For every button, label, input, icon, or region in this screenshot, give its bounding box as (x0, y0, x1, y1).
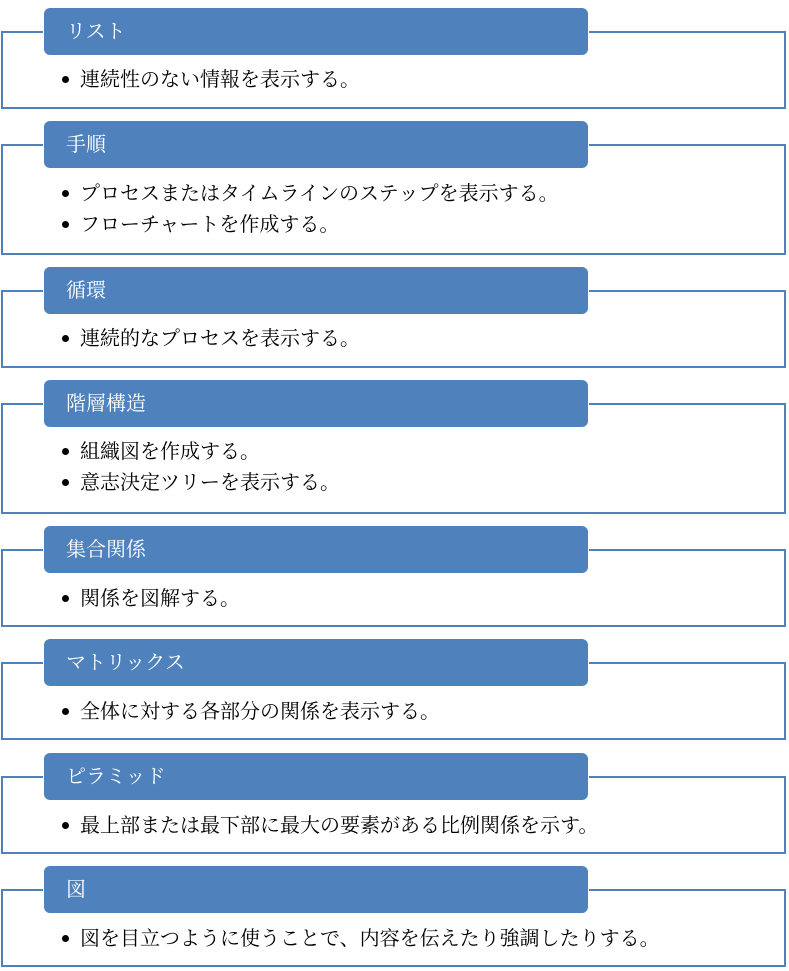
section-title: ピラミッド (66, 764, 166, 788)
list-item (60, 64, 360, 95)
bullet-icon (62, 76, 69, 83)
item-text: 関係を図解する。 (80, 586, 240, 610)
bullet-icon (62, 335, 69, 342)
bullet-icon (62, 935, 69, 942)
bullet-icon (62, 708, 69, 715)
bullet-list (60, 810, 598, 841)
item-text: 連続的なプロセスを表示する。 (80, 326, 360, 350)
bullet-list (60, 923, 660, 954)
bullet-icon (62, 595, 69, 602)
bullet-list (60, 583, 240, 614)
section-title: マトリックス (66, 650, 185, 674)
bullet-icon (62, 221, 69, 228)
list-item (60, 923, 660, 954)
list-item (60, 467, 340, 498)
section-title: 手順 (66, 132, 106, 156)
section-header (43, 865, 589, 914)
bullet-list (60, 64, 360, 95)
section-header (43, 266, 589, 315)
bullet-icon (62, 822, 69, 829)
section-title: 図 (66, 877, 86, 901)
item-text: 意志決定ツリーを表示する。 (80, 470, 340, 494)
section-title: 階層構造 (66, 391, 146, 415)
list-item (60, 810, 598, 841)
section-header (43, 752, 589, 801)
item-text: プロセスまたはタイムラインのステップを表示する。 (80, 181, 559, 205)
item-text: フローチャートを作成する。 (80, 212, 340, 236)
list-item (60, 696, 440, 727)
section-header (43, 7, 589, 56)
bullet-icon (62, 479, 69, 486)
item-text: 組織図を作成する。 (80, 439, 260, 463)
item-text: 連続性のない情報を表示する。 (80, 67, 360, 91)
section-title: 集合関係 (66, 537, 146, 561)
bullet-icon (62, 448, 69, 455)
item-text: 図を目立つように使うことで、内容を伝えたり強調したりする。 (80, 926, 660, 950)
item-text: 全体に対する各部分の関係を表示する。 (80, 699, 440, 723)
bullet-list (60, 178, 559, 240)
section-header (43, 525, 589, 574)
section-title: リスト (66, 19, 126, 43)
section-header (43, 379, 589, 428)
bullet-icon (62, 190, 69, 197)
list-item (60, 178, 559, 209)
list-item (60, 583, 240, 614)
list-item (60, 209, 559, 240)
section-title: 循環 (66, 278, 106, 302)
list-item (60, 323, 360, 354)
bullet-list (60, 696, 440, 727)
item-text: 最上部または最下部に最大の要素がある比例関係を示す。 (80, 813, 599, 837)
list-item (60, 436, 340, 467)
section-header (43, 638, 589, 687)
bullet-list (60, 436, 340, 498)
section-header (43, 120, 589, 169)
bullet-list (60, 323, 360, 354)
